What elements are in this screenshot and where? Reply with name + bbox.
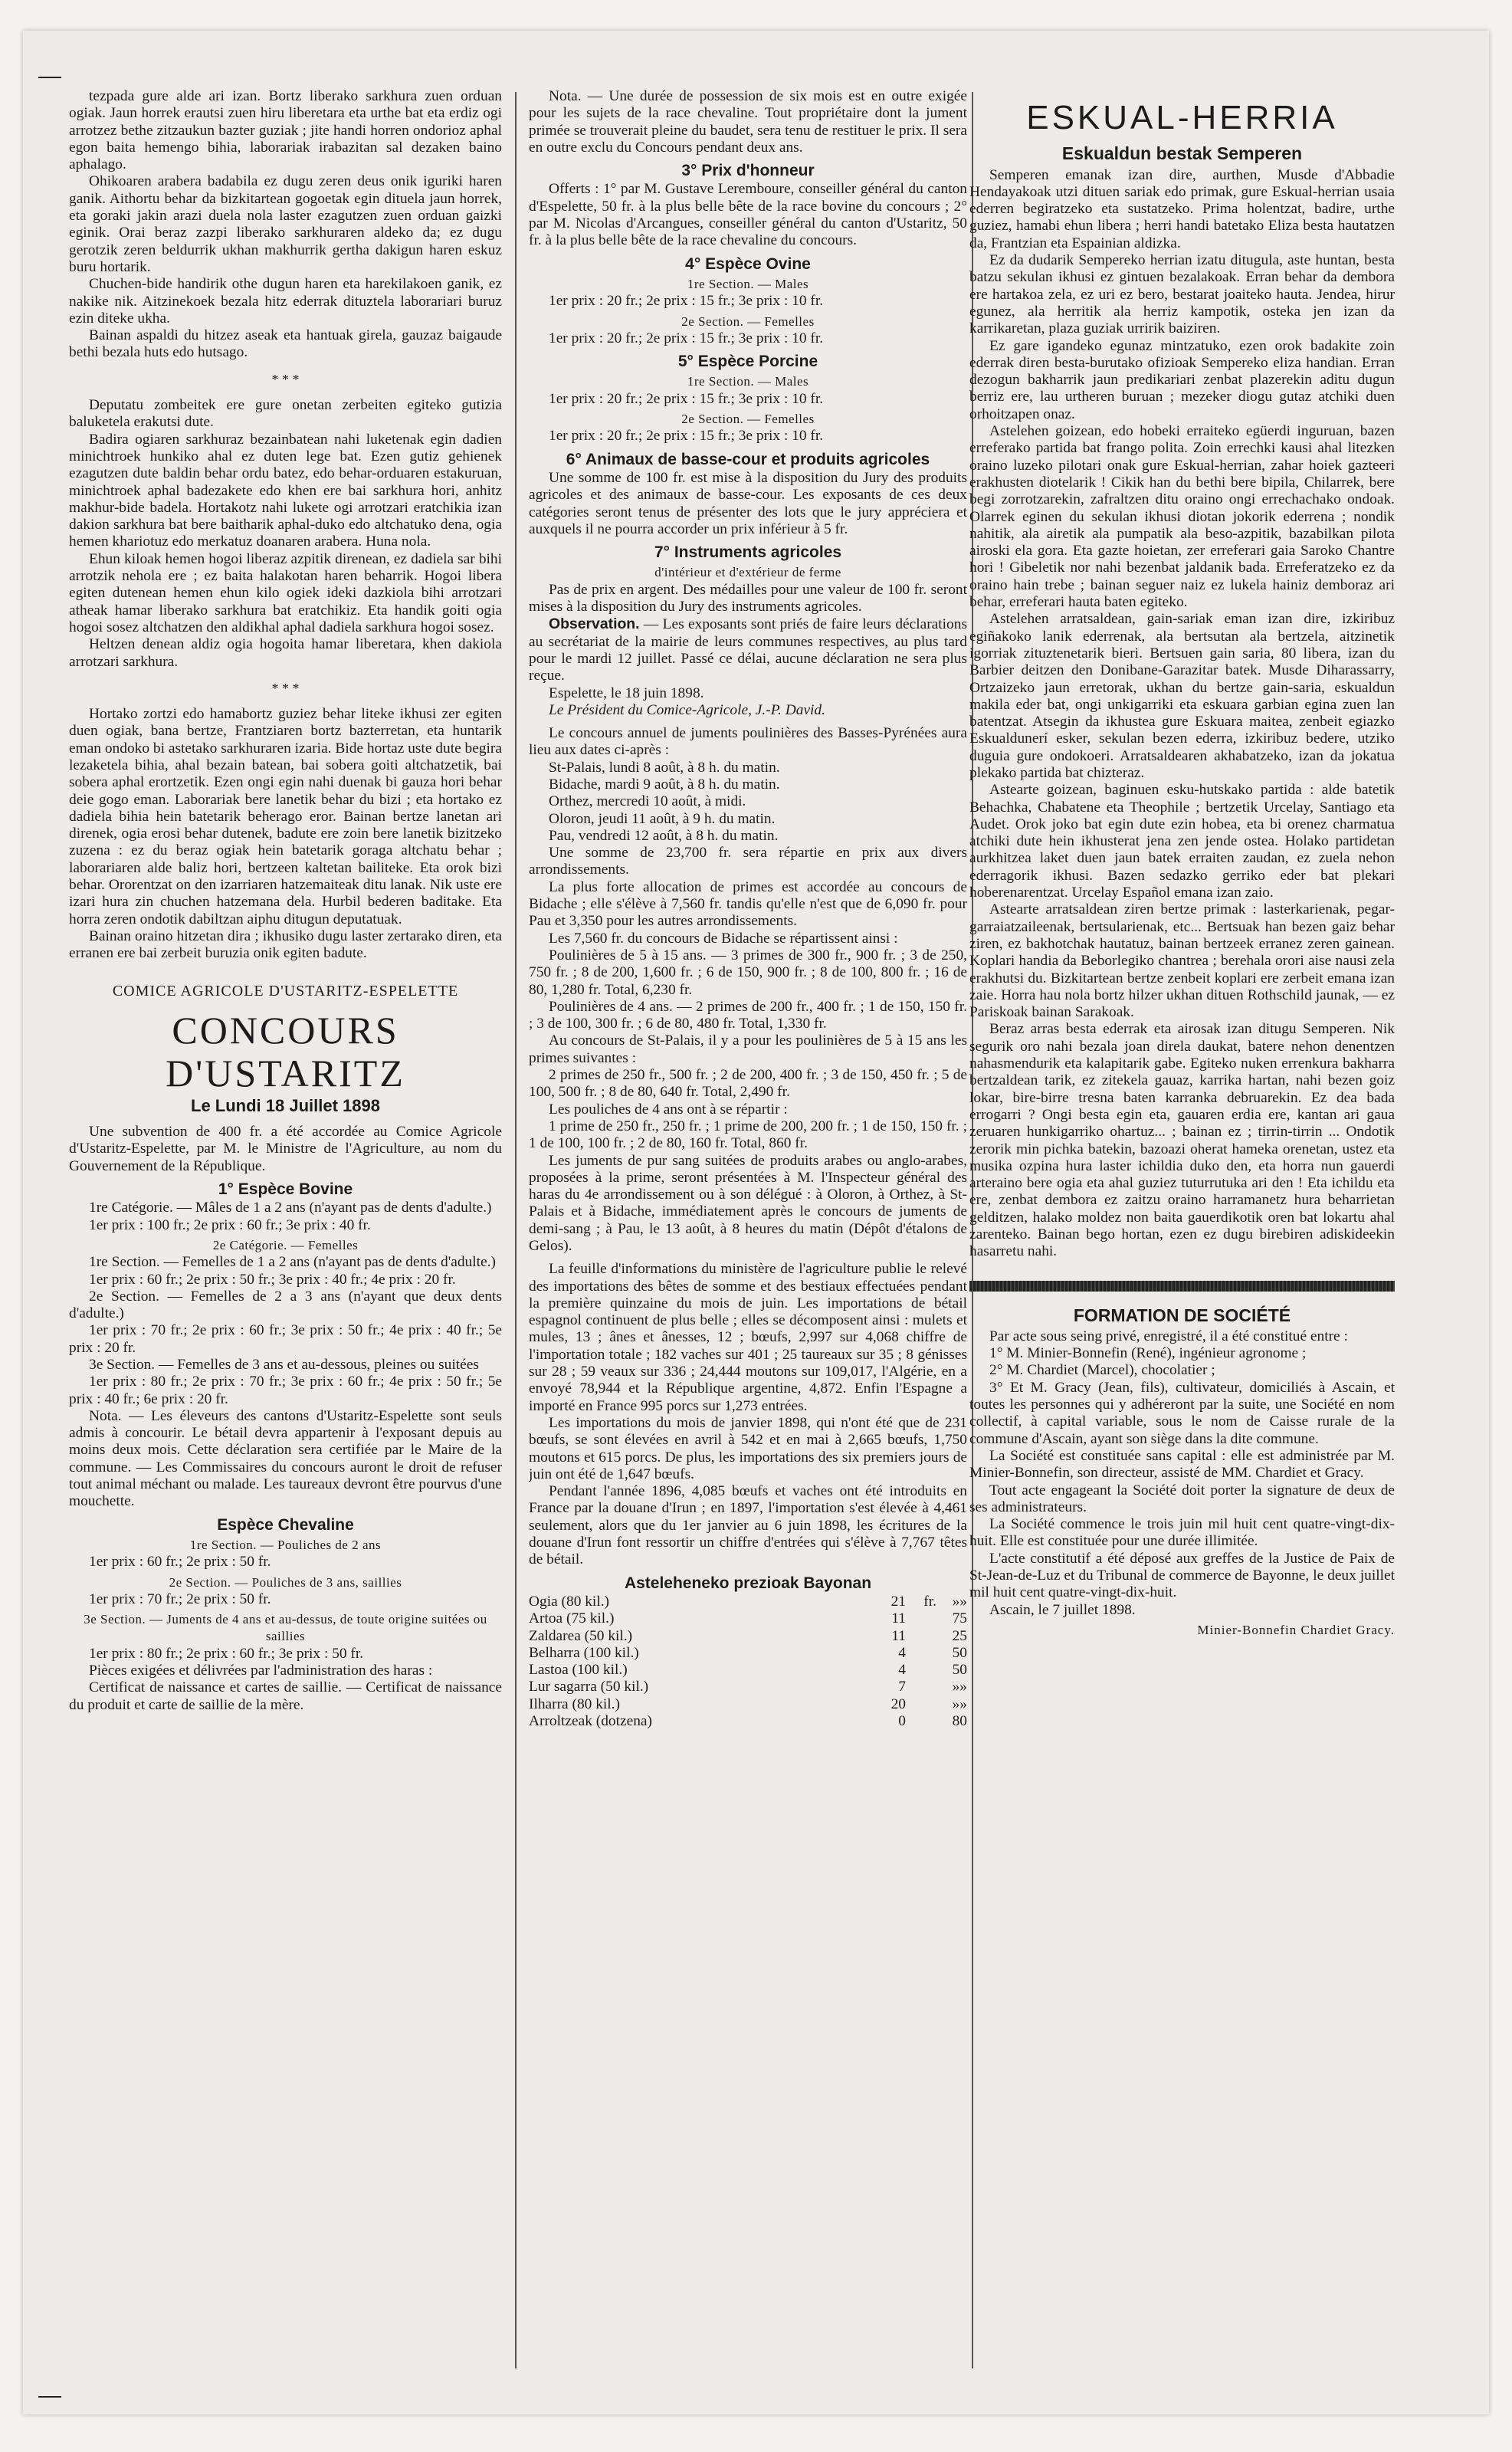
section: 3e Section. — Juments de 4 ans et au-dessus, de toute origine suitées ou saillies: [84, 1612, 487, 1644]
paragraph: Une subvention de 400 fr. a été accordée au Comice Agricole d'Ustaritz-Espelette, par M. le Ministre de l'Agriculture, au nom du Gouvernement de la République.: [69, 1124, 502, 1174]
price-value: 4: [898, 1644, 906, 1661]
section-subtitle: d'intérieur et d'extérieur de ferme: [654, 565, 841, 580]
paragraph: Poulinières de 5 à 15 ans. — 3 primes de 300 fr., 900 fr. ; 3 de 250, 750 fr. ; 8 de 200, 1,600 fr. ; 6 de 150, 900 fr. ; 8 de 100, 800 fr. ; 16 de 80, 1,280 fr. Total, 6,230 fr.: [529, 947, 967, 998]
paragraph: La feuille d'informations du ministère de l'agriculture publie le relevé des importations des bêtes de somme et des bestiaux effectuées pendant la première quinzaine du mois de juin. Les importations de bétail espagnol continuent de plus belle ; elles se décomposent ainsi : mulets et mules, 13 ; ânes et ânesses, 12 ; bœufs, 2,997 sur 4,068 chiffre de l'importation totale ; 182 vaches sur 401 ; 25 taureaux sur 35 ; 8 génisses sur 28 ; 59 veaux sur 336 ; 24,444 moutons sur 109,017, l'Algérie, en a envoyé 78,944 et la République argentine, 4,872. Enfin l'Espagne a importé en France 995 porcs sur 1,273 entrées.: [529, 1261, 967, 1414]
price-unit: [906, 1610, 936, 1627]
paragraph: 1 prime de 250 fr., 250 fr. ; 1 prime de 200, 200 fr. ; 1 de 150, 150 fr. ; 1 de 100, 100 fr. ; 2 de 80, 160 fr. Total, 860 fr.: [529, 1118, 967, 1152]
paragraph: Pendant l'année 1896, 4,085 bœufs et vaches ont été introduits en France par la douane d'Irun ; en 1897, l'importation s'est élevée à 4,461 seulement, alors que du 1er janvier au 6 juin 1898, les écritures de la douane d'Irun font ressortir un chiffre d'entrées qui s'élève à 7,767 têtes de bétail.: [529, 1483, 967, 1568]
price-row: [529, 1628, 967, 1645]
price-cents: »»: [952, 1593, 967, 1610]
separator-stars: * * *: [271, 371, 300, 387]
price-unit: [906, 1696, 936, 1713]
paragraph: Astearte goizean, baginuen esku-hutskako partida : alde batetik Behachka, Chabatene eta Theophile ; bertzetik Urcelay, Santiago eta Audet. Orok joko bat egin dute ezin hobea, eta bi orenez charmatua atchiki dute hein ikhusterat jena zen jende ostea. Holako partidetan aurkhitzea laket duen jaun batek erraiten zaudan, ez zuela nehon ederragorik ikhusi. Bazen sedazko gerriko eder bat plekari hoberenarentzat. Urcelay Español emana izan zaio.: [969, 782, 1395, 901]
price-cents: 50: [952, 1662, 967, 1679]
column-rule: [515, 92, 517, 2368]
paragraph: Badira ogiaren sarkhuraz bezainbatean nahi luketenak egin dadien minichtroek hunkiko ahal ez duten lege bat. Ezen gutiz gehienek ezagutzen dute baldin behar ordu batez, edo behar-orduaren estakuruan, minichtroek aphal badezakete edo khen ere bai sarkhura hori, anhitz makhur-bide badela. Hortakotz nahi lukete ogi arrotzari eratchikia izan dakion sarkhura bat bere baitharik aphal-duko edo altchatuko dena, ogia hemen khariotuz edo merkatuz doanaren arabera. Huna nola.: [69, 431, 502, 550]
price-item: Zaldarea (50 kil.): [529, 1627, 633, 1644]
paragraph: Les pouliches de 4 ans ont à se répartir :: [549, 1101, 788, 1118]
price-unit: [906, 1713, 936, 1730]
price-item: Ilharra (80 kil.): [529, 1695, 620, 1712]
corner-mark: [38, 77, 61, 78]
column-middle: [529, 88, 967, 2384]
observation-label: Observation.: [549, 615, 640, 633]
price-cents: 75: [952, 1610, 967, 1627]
price-row: [529, 1713, 967, 1730]
prize-line: 1er prix : 20 fr.; 2e prix : 15 fr.; 3e prix : 10 fr.: [549, 293, 824, 310]
paragraph: Tout acte engageant la Société doit porter la signature de deux de ses administrateurs.: [969, 1482, 1395, 1515]
price-value: 4: [898, 1662, 906, 1679]
price-row: [529, 1610, 967, 1627]
column-right: [969, 88, 1395, 2384]
price-unit: [906, 1645, 936, 1662]
article-title: Eskualdun bestak Semperen: [1061, 143, 1303, 164]
price-row: [529, 1645, 967, 1662]
paragraph: La Société est constituée sans capital : elle est administrée par M. Minier-Bonnefin, son directeur, assisté de MM. Chardiet et Gracy.: [969, 1447, 1395, 1482]
price-item: Belharra (100 kil.): [529, 1644, 639, 1661]
price-item: Lur sagarra (50 kil.): [529, 1679, 649, 1695]
concours-date: Le Lundi 18 Juillet 1898: [191, 1095, 380, 1115]
section-title: Espèce Chevaline: [217, 1515, 354, 1534]
paragraph: Les 7,560 fr. du concours de Bidache se répartissent ainsi :: [549, 930, 898, 947]
price-cents: 25: [952, 1627, 967, 1644]
paragraph: Beraz arras besta ederrak eta airosak izan ditugu Semperen. Nik segurik oro nahi bezala joan direla daukat, batere nehon denentzen nahasmendurik eta kalapitarik gabe. Egiteko nuken errenkura bakharra bertzaldean tarik, ez zitekela gauaz, karrika hartan, nahi bezen goiz lokar, bire-birre tresna baten karranka debruarekin. Ez dea bada errogarri ? Ongi besta egin eta, gauaren erdia ere, kantan ari gaua zeruaren hunkigarriko ohartuz... ; bainan ez ; tirrin-tirrin ... Ondotik zerorik min pichka batekin, bazoazi oherat hameka orenetan, ustez eta musika ozpina hura laster ichildia duko den, eta horra nun gauerdi arteraino bere ogia eta ahal guziez tuturrutuka ari den ! Eta ichildu eta ere, zenbat dembora ez zaitzu oraino harramanetz hura beharrietan gelditzen, halako moldez non baita gauerdikotik oren bat lokartu ahal zarenteko. Bainan bego hortan, ezen ez dugu birebiren adiskideekin hasarretu nahi.: [969, 1021, 1395, 1260]
paragraph: Bainan aspaldi du hitzez aseak eta hantuak girela, gauzaz baigaude bethi bezala huts edo hutsago.: [69, 327, 502, 361]
price-item: Arroltzeak (dotzena): [529, 1713, 652, 1730]
spacer: [529, 719, 967, 725]
section-title: 6° Animaux de basse-cour et produits agricoles: [566, 450, 930, 468]
paragraph: Deputatu zombeitek ere gure onetan zerbeiten egiteko gutizia baluketela erakutsi dute.: [69, 397, 502, 431]
price-value: 11: [891, 1627, 906, 1644]
paragraph: L'acte constitutif a été déposé aux greffes de la Justice de Paix de St-Jean-de-Luz et du Tribunal de commerce de Bayonne, le deux juillet mil huit cent quatre-vingt-dix-huit.: [969, 1550, 1395, 1601]
paragraph: Espelette, le 18 juin 1898.: [549, 684, 704, 701]
prize-line: 1er prix : 70 fr.; 2e prix : 60 fr.; 3e prix : 50 fr.; 4e prix : 40 fr.; 5e prix : 20 fr.: [69, 1322, 502, 1356]
paragraph: La Société commence le trois juin mil huit cent quatre-vingt-dix-huit. Elle est constituée pour une durée illimitée.: [969, 1516, 1395, 1550]
paragraph: tezpada gure alde ari izan. Bortz liberako sarkhura zuen orduan ogiak. Jaun horrek erautsi zuen hiru liberetara eta urthe bat eta erdiz ogi arrotzez bethe zitzaukun bazter guziak ; jite handi horren ondorioz aphal egon baita hemengo bihia, laborariak irabazitan sal dezaken baino aphalago.: [69, 88, 502, 173]
prize-line: 1er prix : 60 fr.; 2e prix : 50 fr.: [89, 1554, 271, 1571]
comice-heading: COMICE AGRICOLE D'USTARITZ-ESPELETTE: [112, 982, 459, 1000]
price-cents: 50: [952, 1644, 967, 1661]
price-row: [529, 1662, 967, 1679]
paragraph: Les juments de pur sang suitées de produits arabes ou anglo-arabes, proposées à la prime, seront présentées à M. l'Inspecteur général des haras du 4e arrondissement ou à son délégué : à Oloron, à Orthez, à St-Palais et à Bidache, immédiatement après le concours de juments de demi-sang ; à Pau, le 13 août, à 8 heures du matin (Dépôt d'étalons de Gelos).: [529, 1152, 967, 1254]
newspaper-page: [23, 31, 1489, 2414]
masthead: ESKUAL-HERRIA: [1026, 99, 1338, 136]
paragraph: St-Palais, lundi 8 août, à 8 h. du matin.: [549, 759, 780, 776]
price-row: [529, 1696, 967, 1713]
prize-line: 1er prix : 20 fr.; 2e prix : 15 fr.; 3e prix : 10 fr.: [549, 390, 824, 407]
paragraph: Les importations du mois de janvier 1898, qui n'ont été que de 231 bœufs, se sont élevées en avril à 542 et en mai à 2,665 bœufs, 1,750 moutons et 615 porcs. De plus, les importations des six premiers jours de juin ont été de 1,647 bœufs.: [529, 1414, 967, 1482]
price-value: 11: [891, 1610, 906, 1627]
paragraph: Heltzen denean aldiz ogia hogoita hamar liberetara, khen dakiola arrotzari sarkhura.: [69, 636, 502, 670]
paragraph: Ez da dudarik Sempereko herrian izatu ditugula, aste huntan, besta batzu sekulan ikhusi ez gintuen bezalakoak. Erran behar da dembora ere hartakoa zela, ez uri ez bero, bestarat joaiteko hauta. Jendea, hirur egunez, ala herritik ala herriz kampotik, osteka jen izan da karrikaretan, plaza guziak urririk baiziren.: [969, 252, 1395, 337]
paragraph: Pas de prix en argent. Des médailles pour une valeur de 100 fr. seront mises à la disposition du Jury des instruments agricoles.: [529, 581, 967, 615]
paragraph: Le Président du Comice-Agricole, J.-P. David.: [549, 701, 825, 718]
section: 2e Section. — Pouliches de 3 ans, saillies: [169, 1574, 402, 1590]
section: 1re Section. — Males: [687, 374, 809, 389]
paragraph: [529, 615, 967, 684]
paragraph: La plus forte allocation de primes est accordée au concours de Bidache ; elle s'élève à 7,560 fr. tandis qu'elle n'est que de 6,090 fr. pour Pau et 3,350 pour les autres arrondissements.: [529, 878, 967, 930]
paragraph: Hortako zortzi edo hamabortz guziez behar liteke ikhusi zer egiten duen ogiak, bana bertze, Frantziaren bortz bazterretan, eta huntarik eman ondoko bi astetako sarkhuraren izaria. Bide hortaz uste dute begira lezaketela bihia, ahal bezain batean, bai sobera goiti altchatzetik, bai sobera aphal erortzetik. Ezen ongi egin nahi duenak bi gauza hori behar deie gogo eman. Laborariak bere lanetik behar du bizi ; eta hortako ez dadiela bihia hein batetarik beherago eror. Bainan bertze lanetan ari direnek, ogia erosi behar dutenek, badute ere zoin bere lanetik bizitzeko zuzena : ez du beraz ogiak hein batetarik goraga altchatu behar ; laborariaren alde baliz hori, bertzeen kaltetan bailiteke. Eta orok bizi behar. Ororentzat on den izarriaren hatzemaiteak ditu lanak. Nik uste ere izari hura zin chuchen hatzemana dela. Hurbil bederen baditake. Eta horra zeren ondotik dabiltzan aiphu ditugun deputatuak.: [69, 706, 502, 927]
paragraph: 1° M. Minier-Bonnefin (René), ingénieur agronome ;: [989, 1345, 1307, 1362]
prize-line: 1er prix : 20 fr.; 2e prix : 15 fr.; 3e prix : 10 fr.: [549, 330, 824, 346]
paragraph: Une somme de 23,700 fr. sera répartie en prix aux divers arrondissements.: [529, 845, 967, 878]
category: 1re Catégorie. — Mâles de 1 a 2 ans (n'ayant pas de dents d'adulte.): [89, 1200, 492, 1216]
paragraph: Offerts : 1° par M. Gustave Leremboure, conseiller général du canton d'Espelette, 50 fr. à la plus belle bête de la race bovine du concours ; 2° par M. Nicolas d'Arcangues, conseiller général du canton d'Ustaritz, 50 fr. à la plus belle bête de la race chevaline du concours.: [529, 181, 967, 249]
price-item: Ogia (80 kil.): [529, 1593, 610, 1610]
paragraph: Au concours de St-Palais, il y a pour les poulinières de 5 à 15 ans les primes suivantes :: [529, 1032, 967, 1066]
price-list-title: Asteleheneko prezioak Bayonan: [624, 1574, 872, 1592]
paragraph: Orthez, mercredi 10 août, à midi.: [549, 793, 746, 810]
paragraph: Ohikoaren arabera badabila ez dugu zeren deus onik iguriki haren ganik. Aithortu behar da bizkitartean gogoetak egin dituela jaun horrek, eta goraki jakin arazi duela nola laster ezagutzen zuen orduan gaizki eginik. Orai beraz zazpi liberako sarkhuraren aldeko da; ez dugu gerotzik zeren beldurrik ukhan makhurrik gertha dakigun haren eskuz buru hortarik.: [69, 173, 502, 275]
paragraph: Le concours annuel de juments poulinières des Basses-Pyrénées aura lieu aux dates ci-après :: [529, 725, 967, 759]
paragraph: Astelehen arratsaldean, gain-sariak eman izan dire, izkiribuz egiñakoko lanik ederrenak, ala bertsutan ala bertzela, aitzinetik igorriak zituztenetarik bieri. Bertsuen gain saria, 80 libera, izan du Barbier deitzen den Donibane-Garazitar batek. Musde Diharassarry, Ortzaizeko jaun erretorak, ukhan du bertze gain-saria, eskualdun makila eder bat, ongi unkigarriki eta eskuara garbian egina zuen lan batentzat. Atsegin da ikhustea gure Eskuara maitea, zenbeit egiazko Eskualdunerí esker, sekulan bezen ederra, izkiribuz bedere, utziko duguia gure ondokoeri. Arratsaldearen akhabatzeko, izan da jokatua plekako partida bat chizteraz.: [969, 611, 1395, 781]
paragraph: 3° Et M. Gracy (Jean, fils), cultivateur, domiciliés à Ascain, et toutes les personnes qui y adhéreront par la suite, une Société en nom collectif, à capital variable, sous le nom de Caisse rurale de la commune d'Ascain, ayant son siège dans la dite commune.: [969, 1379, 1395, 1447]
observation-text: — Les exposants sont priés de faire leurs déclarations au secrétariat de la mairie de leurs communes respectives, au plus tard pour le mardi 12 juillet. Passé ce délai, aucune déclaration ne sera plus reçue.: [529, 616, 967, 684]
price-unit: fr.: [923, 1593, 936, 1610]
paragraph: Oloron, jeudi 11 août, à 9 h. du matin.: [549, 810, 776, 827]
paragraph: Poulinières de 4 ans. — 2 primes de 200 fr., 400 fr. ; 1 de 150, 150 fr. ; 3 de 100, 300 fr. ; 6 de 80, 480 fr. Total, 1,330 fr.: [529, 998, 967, 1032]
price-cents: »»: [952, 1679, 967, 1695]
section: 1re Section. — Pouliches de 2 ans: [189, 1537, 382, 1552]
price-unit: [906, 1679, 936, 1695]
section-title: 4° Espèce Ovine: [685, 254, 811, 273]
section-divider: [969, 1281, 1395, 1292]
paragraph: Bainan oraino hitzetan dira ; ikhusiko dugu laster zertarako diren, eta erranen ere bai zerbeit buruzia onik egiten badute.: [69, 927, 502, 962]
paragraph: Astearte arratsaldean ziren bertze primak : lasterkarienak, pegar-garraiatzaileenak, bertsularienak, etc... Bertsuak han bezen gaiz behar ziren, ez bakhotchak hautatuz, bainan bertzeek erranez zeren gainean. Koplari handia da Beborlegiko chantrea ; berehala orori aise nausi zela erakhutsi du. Bizkitartean bertze zenbeit koplari ere zerbeit emana izan zaie. Horra hau nola bortz hilzer ukhan dituen Rothschild jaunak, — ez Pariskoak bainan Sarakoak.: [969, 901, 1395, 1021]
section-title: 5° Espèce Porcine: [677, 353, 818, 371]
separator-stars: * * *: [271, 680, 300, 696]
paragraph: Nota. — Une durée de possession de six mois est en outre exigée pour les sujets de la race chevaline. Tout propriétaire dont la jument primée se trouverait pleine du baudet, sera tenu de restituer le prix. Il sera en outre exclu du Concours pendant deux ans.: [529, 88, 967, 156]
section: 1re Section. — Males: [687, 276, 809, 291]
price-unit: [906, 1628, 936, 1645]
paragraph: Astelehen goizean, edo hobeki erraiteko egüerdi inguruan, bazen erreferako partida bat frango polita. Zoin errechki kausi ahal litezken oraino luzeko pilotari onak gure Eskual-herrian, zahar hoiek gazteeri erakhusten diotelarik ! Cikik han du bethi bere bipila, Chilarrek, bere begi zorrotzarekin, zafraltzen ditu oraino ongi errechachako ondoak. Olarrek eginen du sekulan ikhusi diotan jokorik ederrena ; nondik nahitik, ala airetik ala pumpatik ala beso-azpitik, bazabilkan pilota airoski ela gora. Eta gazte hoietan, zer erreferari gaia Saroko Chantre hori ! Gibeletik nor nahi bezenbat jaldanik bada. Erreferatzeko ez da oraino hain trebe ; bainan seguer naiz ez lukela hainiz demboraz ari behar, erreferari hauta baten egiteko.: [969, 423, 1395, 611]
price-cents: 80: [952, 1713, 967, 1730]
paragraph: Par acte sous seing privé, enregistré, il a été constitué entre :: [989, 1328, 1348, 1344]
paragraph: Bidache, mardi 9 août, à 8 h. du matin.: [549, 776, 780, 793]
price-value: 20: [890, 1695, 906, 1712]
section: 1re Section. — Femelles de 1 a 2 ans (n'ayant pas de dents d'adulte.): [89, 1254, 496, 1271]
paragraph: 2° M. Chardiet (Marcel), chocolatier ;: [989, 1362, 1215, 1379]
signatures: Minier-Bonnefin Chardiet Gracy.: [1197, 1622, 1395, 1637]
price-value: 21: [890, 1593, 906, 1610]
article-title: FORMATION DE SOCIÉTÉ: [1073, 1305, 1291, 1325]
price-row: [529, 1679, 967, 1695]
paragraph: Une somme de 100 fr. est mise à la disposition du Jury des produits agricoles et des animaux de basse-cour. Les exposants de ces deux catégories seront tenus de présenter des lots que le jury appréciera et auxquels il ne pourra accorder un prix inférieur à 5 fr.: [529, 469, 967, 537]
section: 2e Section. — Femelles: [681, 313, 815, 329]
prize-line: 1er prix : 60 fr.; 2e prix : 50 fr.; 3e prix : 40 fr.; 4e prix : 20 fr.: [89, 1271, 456, 1288]
section-title: 3° Prix d'honneur: [681, 162, 815, 180]
paragraph: Pau, vendredi 12 août, à 8 h. du matin.: [549, 827, 779, 844]
price-item: Lastoa (100 kil.): [529, 1662, 628, 1679]
section-title: 7° Instruments agricoles: [654, 543, 842, 562]
section: 2e Section. — Femelles: [681, 412, 815, 427]
price-cents: »»: [952, 1695, 967, 1712]
prize-line: 1er prix : 80 fr.; 2e prix : 60 fr.; 3e prix : 50 fr.: [89, 1645, 364, 1662]
paragraph: Nota. — Les éleveurs des cantons d'Ustaritz-Espelette sont seuls admis à concourir. Le bétail devra appartenir à l'exposant depuis au moins deux mois. Cette déclaration sera certifiée par le Maire de la commune. — Les Commissaires du concours auront le droit de refuser tout animal méchant ou malade. Les taureaux devront être pourvus d'une mouchette.: [69, 1407, 502, 1510]
prize-line: 1er prix : 100 fr.; 2e prix : 60 fr.; 3e prix : 40 fr.: [89, 1216, 371, 1233]
paragraph: Ez gare igandeko egunaz mintzatuko, ezen orok badakite zoin ederrak diren besta-burutako ofizioak Sempereko eliza handian. Erran dezogun bakharrik jaun predikariari zenbat plazerekin aditu dugun berriz ere, lau urtheren buruan ; mezeker diogu gutaz atchiki duen orhoitzapen onaz.: [969, 337, 1395, 422]
paragraph: Pièces exigées et délivrées par l'administration des haras :: [89, 1663, 433, 1679]
price-value: 7: [898, 1679, 906, 1695]
column-left: [69, 88, 502, 2384]
concours-title: CONCOURS D'USTARITZ: [166, 1008, 405, 1095]
section: 3e Section. — Femelles de 3 ans et au-dessous, pleines ou suitées: [89, 1357, 479, 1373]
price-value: 0: [898, 1713, 906, 1730]
price-item: Artoa (75 kil.): [529, 1610, 615, 1627]
section: 2e Section. — Femelles de 2 a 3 ans (n'ayant que deux dents d'adulte.): [69, 1288, 502, 1322]
price-row: [529, 1594, 967, 1610]
paragraph: Ehun kiloak hemen hogoi liberaz azpitik direnean, ez dadiela sar bihi arrotzik nehola ere ; ez baita halakotan haren beharrik. Hogoi libera egiten dutenean hemen ehun kilo ogiek ideki dazkiola bihi arrotzari atheak hamar liberako sarkhura bat eratchikiz. Eta handik goiti ogia hogoi sosez altchatzen den aldikhal aphal dadiela sarkhura hogoi sosez.: [69, 550, 502, 635]
prize-line: 1er prix : 20 fr.; 2e prix : 15 fr.; 3e prix : 10 fr.: [549, 428, 824, 445]
corner-mark: [38, 2396, 61, 2398]
paragraph: Semperen emanak izan dire, aurthen, Musde d'Abbadie Hendayakoak utzi dituen sariak edo primak, gure Eskual-herrian usaia ederren begiratzeko eta sustatzeko. Prima holentzat, badire, urthe guziez, hamabi ehun libera ; herri handi batetako Eliza besta hautatzen da, Frantzian eta Espainian aldizka.: [969, 166, 1395, 251]
paragraph: Chuchen-bide handirik othe dugun haren eta harekilakoen ganik, ez nakike nik. Aitzinekoek bezala hitz ederrak dituztela laborariari buruz ezin diteke ukha.: [69, 276, 502, 327]
prize-line: 1er prix : 70 fr.; 2e prix : 50 fr.: [89, 1590, 271, 1607]
paragraph: Ascain, le 7 juillet 1898.: [989, 1601, 1136, 1618]
prize-line: 1er prix : 80 fr.; 2e prix : 70 fr.; 3e prix : 60 fr.; 4e prix : 50 fr.; 5e prix : 40 fr.; 6e prix : 20 fr.: [69, 1374, 502, 1407]
section-title: 1° Espèce Bovine: [218, 1180, 353, 1199]
price-table: [529, 1594, 967, 1730]
paragraph: Certificat de naissance et cartes de saillie. — Certificat de naissance du produit et carte de saillie de la mère.: [69, 1679, 502, 1713]
category: 2e Catégorie. — Femelles: [212, 1237, 359, 1252]
paragraph: 2 primes de 250 fr., 500 fr. ; 2 de 200, 400 fr. ; 3 de 150, 450 fr. ; 5 de 100, 500 fr. ; 8 de 80, 640 fr. Total, 2,490 fr.: [529, 1067, 967, 1101]
spacer: [529, 1255, 967, 1261]
price-unit: [906, 1662, 936, 1679]
